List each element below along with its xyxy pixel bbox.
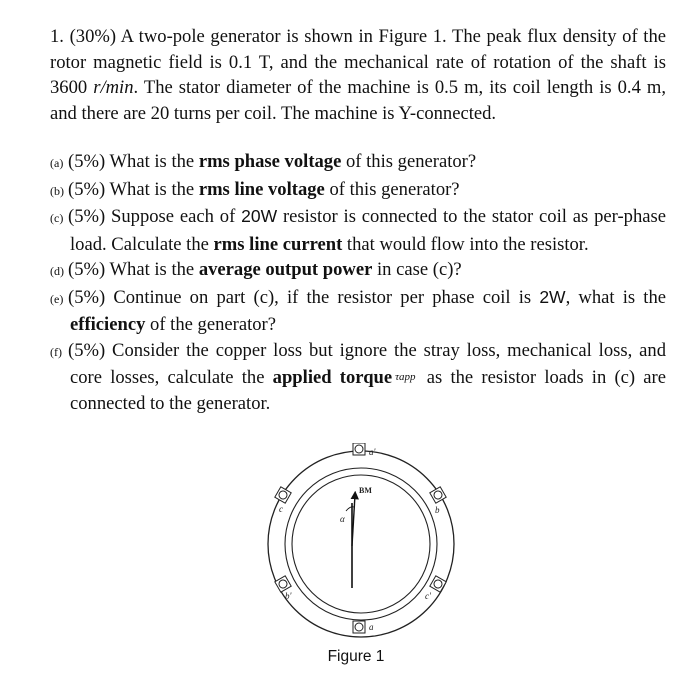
part-e	[50, 285, 666, 338]
part-b-marker: (b)	[50, 183, 64, 198]
part-b-pre: (5%) What is the	[68, 178, 199, 200]
part-d-marker: (d)	[50, 264, 64, 278]
label-c-prime: c'	[425, 591, 431, 601]
generator-figure	[255, 443, 467, 645]
part-c-keyword: rms line current	[213, 233, 343, 255]
part-c-mid: resistor is connected to the stator coil as per-phase load. Calculate the	[70, 206, 666, 255]
part-a-marker: (a)	[50, 156, 64, 170]
part-d	[50, 257, 666, 285]
part-b-post: of this generator?	[324, 178, 460, 200]
part-a-pre: (5%) What is the	[68, 151, 199, 172]
part-f-keyword: applied torque	[272, 367, 393, 388]
part-f-pre: (5%) Consider the copper loss but ignore the stray loss, mechanical loss, and core losses, calculate the	[68, 339, 666, 388]
part-e-marker: (e)	[50, 291, 64, 306]
part-c	[50, 204, 666, 257]
problem-intro-rest: . The stator diameter of the machine is 0.5 m, its coil length is 0.4 m, and there are 20 turns per coil. The machine is Y-connected.	[50, 77, 667, 124]
torque-symbol: τapp	[395, 371, 416, 383]
part-a	[50, 149, 666, 177]
stator-outer-circle	[268, 451, 454, 637]
label-b: b	[435, 505, 440, 515]
slot-c-prime	[430, 576, 446, 592]
part-d-post: in case (c)?	[372, 259, 462, 280]
part-e-post: of the generator?	[145, 314, 276, 335]
part-c-marker: (c)	[50, 211, 64, 225]
label-b-prime: b'	[285, 591, 292, 601]
label-field: BM	[359, 486, 372, 495]
problem-statement	[50, 24, 666, 126]
part-e-mid: , what is the	[565, 286, 666, 308]
label-a: a	[369, 622, 374, 632]
part-f-marker: (f)	[50, 344, 62, 359]
part-e-resistor: 2W	[539, 286, 566, 307]
part-f-post: as the resistor loads in (c) are connected to the generator.	[70, 367, 666, 414]
part-f	[50, 338, 666, 417]
part-e-pre: (5%) Continue on part (c), if the resistor per phase coil is	[68, 286, 540, 308]
part-c-resistor: 20W	[241, 206, 278, 226]
figure-caption: Figure 1	[327, 648, 385, 665]
part-b-keyword: rms line voltage	[198, 178, 325, 200]
part-c-post: that would flow into the resistor.	[342, 233, 589, 255]
slot-a	[353, 621, 365, 633]
sub-questions	[50, 149, 666, 416]
slot-a-prime	[353, 443, 365, 455]
label-angle: α	[340, 514, 345, 524]
part-a-keyword: rms phase voltage	[198, 151, 342, 172]
slot-b-prime	[275, 576, 291, 592]
part-d-keyword: average output power	[198, 259, 373, 280]
rotor-circle	[292, 475, 430, 613]
part-d-pre: (5%) What is the	[68, 259, 199, 280]
label-c: c	[279, 504, 283, 514]
part-b	[50, 177, 666, 205]
speed-unit: r/min	[93, 77, 134, 98]
slot-c	[275, 487, 291, 503]
part-a-post: of this generator?	[341, 151, 477, 172]
part-c-pre: (5%) Suppose each of	[68, 206, 242, 227]
part-e-keyword: efficiency	[70, 314, 146, 335]
label-a-prime: a'	[369, 447, 376, 457]
problem-intro: 1. (30%) A two-pole generator is shown in Figure 1. The peak flux density of the rotor magnetic field is 0.1 T, and the mechanical rate of rotation of the shaft is 3600	[50, 26, 666, 98]
